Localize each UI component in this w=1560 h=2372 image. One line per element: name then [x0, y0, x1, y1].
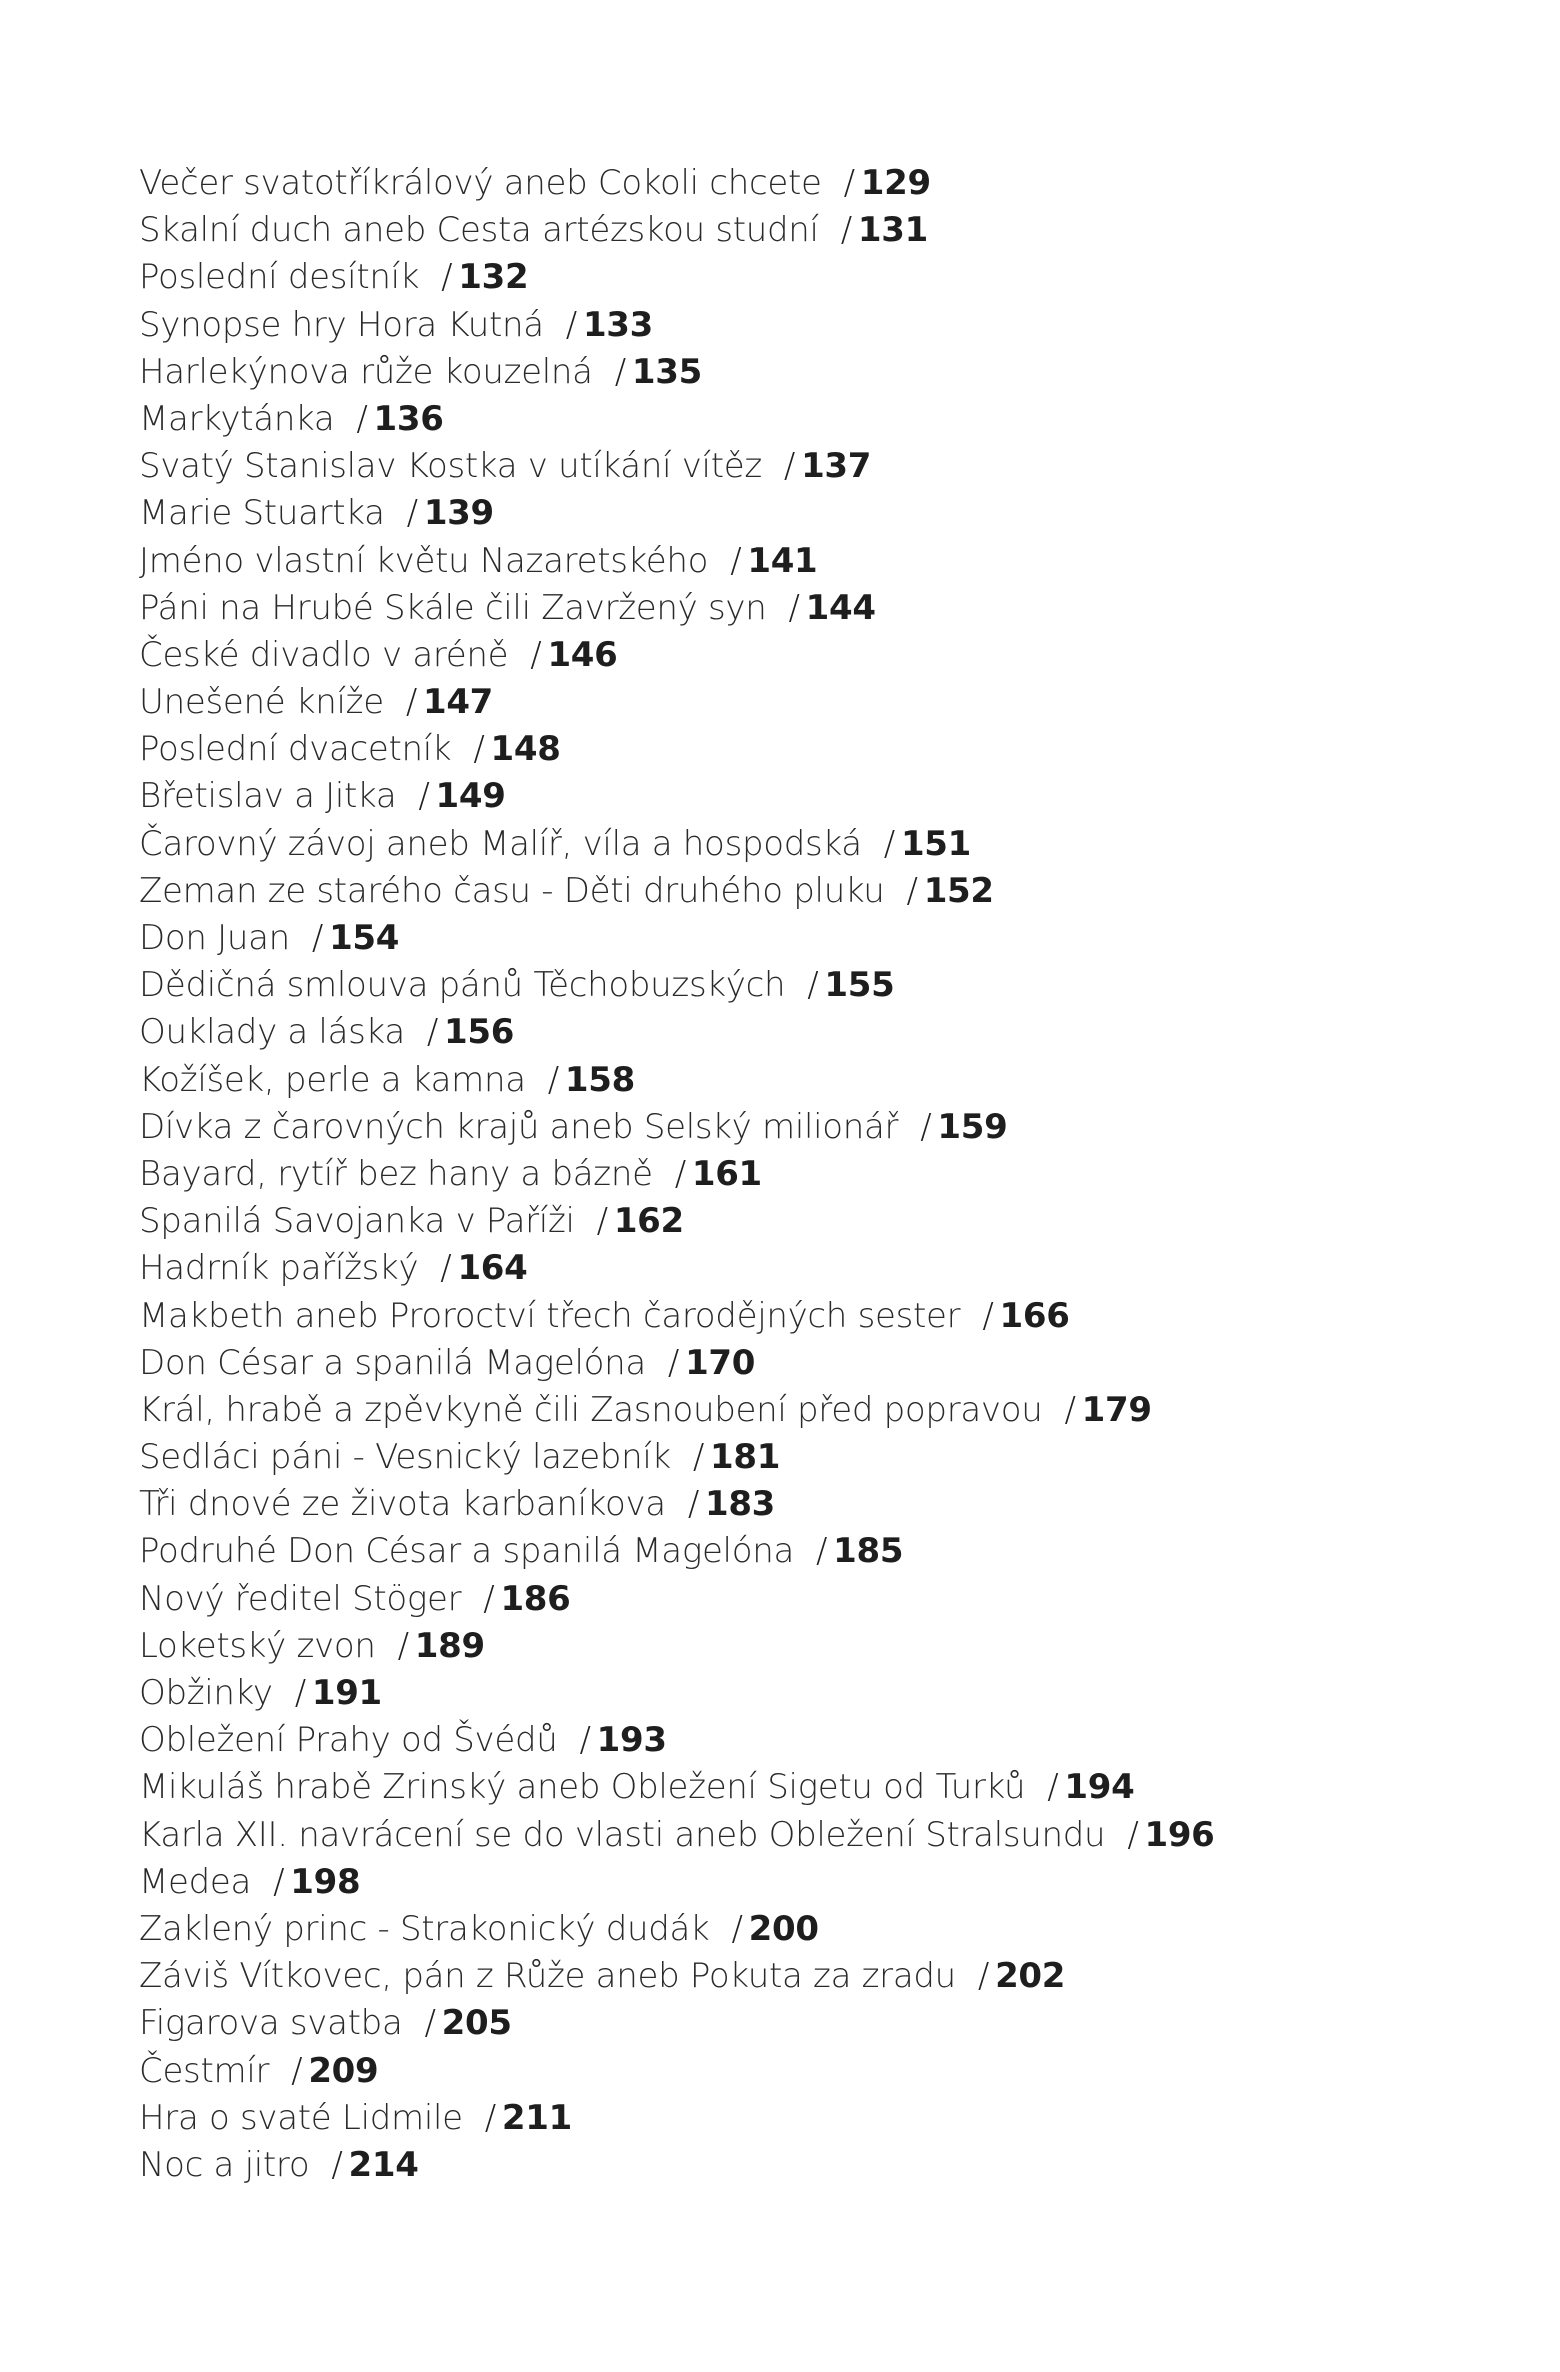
toc-entry-separator: / — [397, 1625, 409, 1666]
toc-entry-separator: / — [483, 1578, 495, 1619]
toc-entry-title: Don César a spanilá Magelóna — [139, 1342, 646, 1383]
toc-entry-page-number: 166 — [999, 1295, 1070, 1336]
toc-entry-page-number: 170 — [685, 1342, 756, 1383]
toc-entry-page-number: 155 — [824, 965, 895, 1006]
toc-entry — [139, 1245, 1215, 1292]
toc-entry — [139, 1434, 1215, 1481]
toc-entry-separator: / — [406, 493, 418, 534]
toc-entry-separator: / — [667, 1342, 680, 1383]
toc-entry — [139, 915, 1215, 962]
toc-entry-separator: / — [906, 870, 918, 911]
toc-entry-separator: / — [331, 2144, 343, 2185]
toc-entry-title: Břetislav a Jitka — [139, 776, 397, 817]
toc-entry-page-number: 211 — [501, 2097, 572, 2138]
toc-entry-separator: / — [579, 1720, 591, 1761]
toc-entry-separator: / — [674, 1153, 686, 1194]
toc-entry-page-number: 131 — [857, 210, 928, 251]
toc-entry-separator: / — [565, 304, 577, 345]
toc-entry-separator: / — [840, 210, 852, 251]
toc-entry-title: Svatý Stanislav Kostka v utíkání vítěz — [139, 446, 762, 487]
toc-entry — [139, 2048, 1215, 2095]
toc-entry-title: Skalní duch aneb Cesta artézskou studní — [139, 210, 819, 251]
toc-entry — [139, 1906, 1215, 1953]
toc-entry-title: Podruhé Don César a spanilá Magelóna — [139, 1531, 794, 1572]
toc-entry-page-number: 137 — [801, 446, 872, 487]
toc-entry-title: Synopse hry Hora Kutná — [139, 304, 544, 345]
toc-entry-separator: / — [843, 163, 855, 203]
toc-entry-title: České divadlo v aréně — [139, 634, 509, 675]
toc-entry-separator: / — [473, 729, 485, 770]
toc-entry-title: Karla XII. navrácení se do vlasti aneb Obležení Stralsundu — [139, 1814, 1106, 1855]
toc-entry-title: Bayard, rytíř bez hany a bázně — [139, 1153, 653, 1194]
toc-entry — [139, 1953, 1215, 2000]
toc-entry-title: Dívka z čarovných krajů aneb Selský milionář — [139, 1106, 899, 1147]
toc-entry — [139, 490, 1215, 537]
toc-entry-page-number: 164 — [457, 1248, 528, 1289]
toc-entry — [139, 1104, 1215, 1151]
toc-entry-page-number: 159 — [937, 1106, 1008, 1147]
toc-entry-separator: / — [426, 1012, 439, 1053]
toc-entry-page-number: 183 — [704, 1484, 776, 1525]
toc-entry-title: Čestmír — [139, 2050, 270, 2091]
toc-entry — [139, 538, 1215, 585]
toc-entry-separator: / — [441, 257, 453, 298]
toc-entry-title: Ouklady a láska — [139, 1012, 405, 1053]
toc-entry-page-number: 139 — [423, 493, 494, 534]
toc-entry-title: Spanilá Savojanka v Paříži — [139, 1201, 575, 1242]
toc-entry — [139, 1340, 1215, 1387]
toc-entry-page-number: 132 — [458, 257, 529, 298]
toc-entry-page-number: 141 — [747, 540, 818, 581]
toc-entry-separator: / — [977, 1956, 990, 1997]
toc-entry-separator: / — [730, 540, 742, 581]
toc-entry-separator: / — [418, 776, 430, 817]
toc-entry-page-number: 129 — [860, 163, 931, 203]
toc-entry-title: Nový ředitel Stöger — [139, 1578, 462, 1619]
toc-entry-page-number: 189 — [414, 1625, 485, 1666]
toc-entry-separator: / — [982, 1295, 994, 1336]
toc-entry — [139, 1764, 1215, 1811]
toc-entry-page-number: 133 — [582, 304, 654, 345]
toc-entry — [139, 679, 1215, 726]
toc-entry — [139, 302, 1215, 349]
toc-entry — [139, 868, 1215, 915]
toc-entry-separator: / — [356, 398, 368, 439]
toc-entry-separator: / — [311, 918, 324, 958]
toc-entry-title: Kožíšek, perle a kamna — [139, 1059, 526, 1100]
toc-entry-page-number: 136 — [373, 398, 444, 439]
toc-entry-separator: / — [440, 1248, 452, 1289]
table-of-contents — [139, 160, 1215, 2189]
toc-entry-separator: / — [530, 634, 542, 675]
toc-entry-page-number: 154 — [329, 918, 400, 958]
toc-entry-separator: / — [807, 965, 819, 1006]
toc-entry-separator: / — [731, 1908, 743, 1949]
toc-entry-separator: / — [920, 1106, 932, 1147]
toc-entry-title: Harlekýnova růže kouzelná — [139, 351, 593, 392]
toc-entry-page-number: 149 — [435, 776, 506, 817]
toc-entry — [139, 254, 1215, 301]
toc-entry-title: Poslední dvacetník — [139, 729, 452, 770]
toc-entry-page-number: 148 — [490, 729, 561, 770]
toc-entry-title: Večer svatotříkrálový aneb Cokoli chcete — [139, 163, 822, 203]
toc-entry-separator: / — [783, 446, 796, 487]
toc-entry-page-number: 135 — [631, 351, 702, 392]
toc-entry — [139, 1387, 1215, 1434]
toc-entry-page-number: 162 — [613, 1201, 684, 1242]
toc-entry-page-number: 181 — [710, 1437, 781, 1478]
toc-entry — [139, 160, 1215, 207]
toc-entry — [139, 1623, 1215, 1670]
toc-entry-title: Loketský zvon — [139, 1625, 376, 1666]
toc-entry-title: Čarovný závoj aneb Malíř, víla a hospodská — [139, 823, 862, 864]
toc-entry-title: Marie Stuartka — [139, 493, 385, 534]
toc-entry — [139, 726, 1215, 773]
toc-entry-page-number: 146 — [547, 634, 618, 675]
toc-entry — [139, 821, 1215, 868]
toc-entry-page-number: 158 — [564, 1059, 635, 1100]
toc-entry-title: Zeman ze starého času - Děti druhého pluku — [139, 870, 885, 911]
toc-entry-title: Noc a jitro — [139, 2144, 310, 2185]
toc-entry-page-number: 196 — [1144, 1814, 1215, 1855]
toc-entry-separator: / — [596, 1201, 608, 1242]
toc-entry-title: Dědičná smlouva pánů Těchobuzských — [139, 965, 786, 1006]
toc-entry — [139, 773, 1215, 820]
toc-entry-title: Záviš Vítkovec, pán z Růže aneb Pokuta za zradu — [139, 1956, 956, 1997]
toc-entry-page-number: 191 — [311, 1673, 382, 1713]
toc-entry — [139, 207, 1215, 254]
toc-entry — [139, 1057, 1215, 1104]
toc-entry-page-number: 214 — [348, 2144, 419, 2185]
toc-entry — [139, 632, 1215, 679]
toc-entry-page-number: 161 — [691, 1153, 762, 1194]
toc-entry-separator: / — [816, 1531, 828, 1572]
toc-entry-title: Hadrník pařížský — [139, 1248, 419, 1289]
toc-entry — [139, 1812, 1215, 1859]
toc-entry-title: Tři dnové ze života karbaníkova — [139, 1484, 666, 1525]
toc-entry-page-number: 179 — [1081, 1389, 1152, 1430]
toc-entry — [139, 962, 1215, 1009]
toc-entry-separator: / — [424, 2003, 436, 2044]
toc-entry — [139, 1198, 1215, 1245]
toc-entry — [139, 1481, 1215, 1528]
toc-entry — [139, 2000, 1215, 2047]
toc-entry-page-number: 200 — [748, 1908, 819, 1949]
toc-entry-title: Poslední desítník — [139, 257, 420, 298]
toc-entry — [139, 1576, 1215, 1623]
toc-entry — [139, 1670, 1215, 1717]
toc-entry-title: Unešené kníže — [139, 682, 384, 723]
toc-entry-title: Mikuláš hrabě Zrinský aneb Obležení Sigetu od Turků — [139, 1767, 1026, 1808]
toc-entry-separator: / — [294, 1673, 306, 1713]
toc-entry-separator: / — [484, 2097, 496, 2138]
toc-entry-page-number: 185 — [833, 1531, 904, 1572]
toc-entry — [139, 2095, 1215, 2142]
toc-entry — [139, 1717, 1215, 1764]
toc-entry-separator: / — [291, 2050, 303, 2091]
toc-entry-title: Hra o svaté Lidmile — [139, 2097, 463, 2138]
toc-entry-separator: / — [788, 587, 800, 628]
toc-entry — [139, 396, 1215, 443]
toc-entry-title: Markytánka — [139, 398, 335, 439]
toc-entry-separator: / — [273, 1861, 285, 1902]
toc-entry-separator: / — [692, 1437, 705, 1478]
toc-entry-separator: / — [614, 351, 626, 392]
toc-entry-separator: / — [1047, 1767, 1059, 1808]
toc-entry-page-number: 202 — [995, 1956, 1066, 1997]
toc-entry-page-number: 198 — [290, 1861, 361, 1902]
toc-entry-separator: / — [1127, 1814, 1139, 1855]
toc-entry — [139, 1009, 1215, 1056]
toc-entry-separator: / — [1064, 1389, 1076, 1430]
toc-entry-title: Sedláci páni - Vesnický lazebník — [139, 1437, 671, 1478]
toc-entry-separator: / — [547, 1059, 559, 1100]
toc-entry-title: Makbeth aneb Proroctví třech čarodějných sester — [139, 1295, 961, 1336]
toc-entry-title: Páni na Hrubé Skále čili Zavržený syn — [139, 587, 767, 628]
toc-entry-title: Jméno vlastní květu Nazaretského — [139, 540, 709, 581]
toc-entry — [139, 2142, 1215, 2189]
toc-entry-page-number: 209 — [308, 2050, 379, 2091]
toc-entry-title: Zaklený princ - Strakonický dudák — [139, 1908, 710, 1949]
toc-entry-title: Obžinky — [139, 1673, 273, 1713]
toc-entry-page-number: 156 — [444, 1012, 515, 1053]
toc-entry-title: Král, hrabě a zpěvkyně čili Zasnoubení před popravou — [139, 1389, 1043, 1430]
toc-entry-page-number: 205 — [441, 2003, 512, 2044]
toc-entry — [139, 585, 1215, 632]
toc-entry-title: Don Juan — [139, 918, 290, 958]
toc-entry-page-number: 186 — [500, 1578, 571, 1619]
toc-entry — [139, 1859, 1215, 1906]
toc-entry-title: Medea — [139, 1861, 252, 1902]
toc-entry-title: Obležení Prahy od Švédů — [139, 1720, 558, 1761]
toc-entry-page-number: 152 — [923, 870, 994, 911]
toc-entry-page-number: 193 — [596, 1720, 667, 1761]
toc-entry-page-number: 194 — [1064, 1767, 1135, 1808]
toc-entry-separator: / — [883, 823, 895, 864]
toc-entry-page-number: 151 — [900, 823, 972, 864]
toc-entry — [139, 1151, 1215, 1198]
toc-entry-page-number: 144 — [805, 587, 876, 628]
toc-entry — [139, 443, 1215, 490]
toc-entry-separator: / — [405, 682, 417, 723]
toc-entry-title: Figarova svatba — [139, 2003, 403, 2044]
toc-entry-page-number: 147 — [422, 682, 494, 723]
toc-entry-separator: / — [687, 1484, 699, 1525]
toc-entry — [139, 1528, 1215, 1575]
toc-entry — [139, 1293, 1215, 1340]
toc-entry — [139, 349, 1215, 396]
